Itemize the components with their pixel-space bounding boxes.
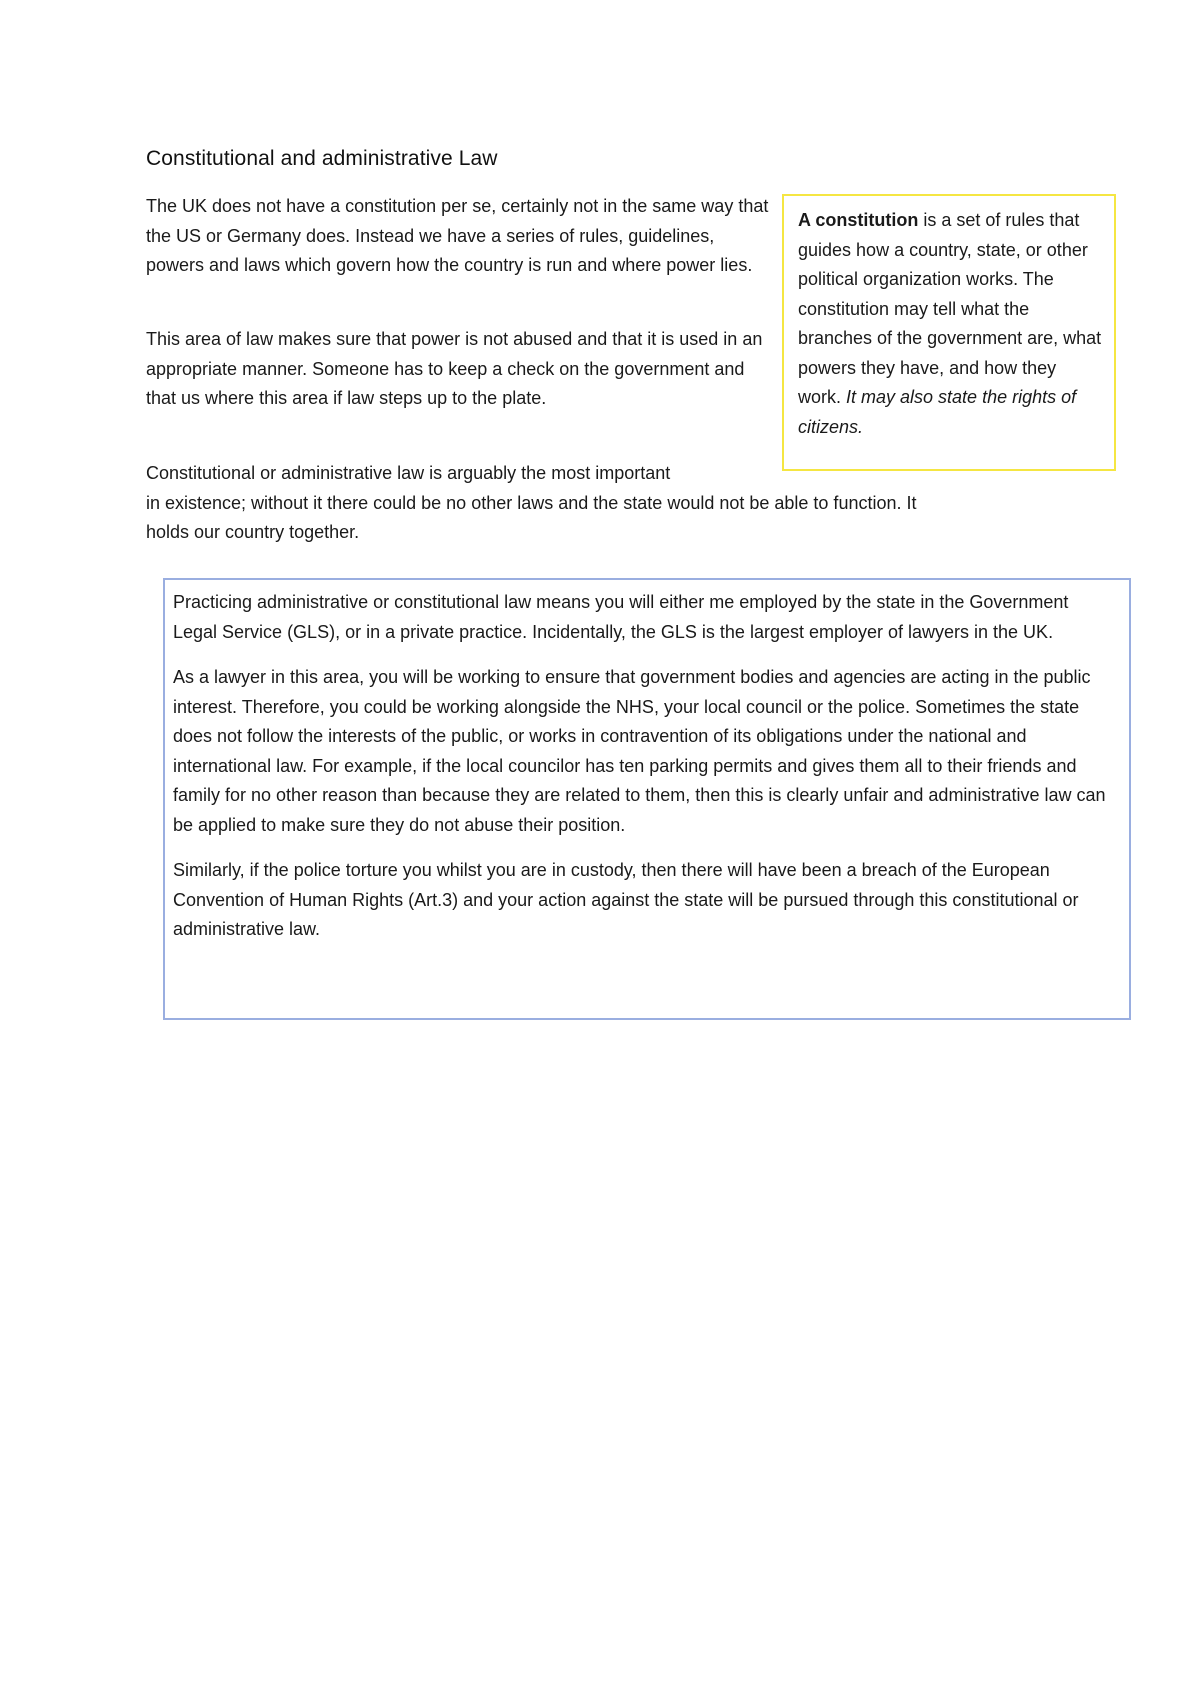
importance-line-1: Constitutional or administrative law is arguably the most important	[146, 463, 671, 483]
importance-paragraph	[146, 459, 1056, 548]
definition-italic-text: It may also state the rights of citizens.	[798, 387, 1077, 437]
power-paragraph: This area of law makes sure that power is not abused and that it is used in an appropriate manner. Someone has to keep a check on the government and that us where this area if law steps up to the plate.	[146, 329, 763, 408]
info-paragraph-practice: Practicing administrative or constitutional law means you will either me employed by the state in the Government Legal Service (GLS), or in a private practice. Incidentally, the GLS is the largest employer of lawyers in the UK.	[173, 592, 1069, 642]
page-title: Constitutional and administrative Law	[146, 147, 498, 170]
practice-info-box	[163, 578, 1131, 1020]
definition-text: is a set of rules that guides how a country, state, or other political organization works. The constitution may tell what the branches of the government are, what powers they have, and how they work.	[798, 210, 1102, 407]
info-paragraph-human-rights: Similarly, if the police torture you whilst you are in custody, then there will have been a breach of the European Convention of Human Rights (Art.3) and your action against the state will be pursued through this constitutional or administrative law.	[173, 860, 1079, 939]
importance-line-2: in existence; without it there could be no other laws and the state would not be able to function. It	[146, 492, 917, 513]
definition-box	[782, 194, 1116, 471]
intro-paragraph: The UK does not have a constitution per se, certainly not in the same way that the US or Germany does. Instead we have a series of rules, guidelines, powers and laws which govern how the country is run and where power lies.	[146, 196, 769, 275]
definition-term: A constitution	[798, 210, 919, 230]
importance-line-3: holds our country together.	[146, 522, 360, 542]
info-paragraph-public-interest: As a lawyer in this area, you will be working to ensure that government bodies and agencies are acting in the public interest. Therefore, you could be working alongside the NHS, your local council or the police. Sometimes the state does not follow the interests of the public, or works in contravention of its obligations under the national and international law. For example, if the local councilor has ten parking permits and gives them all to their friends and family for no other reason than because they are related to them, then this is clearly unfair and administrative law can be applied to make sure they do not abuse their position.	[173, 667, 1106, 835]
